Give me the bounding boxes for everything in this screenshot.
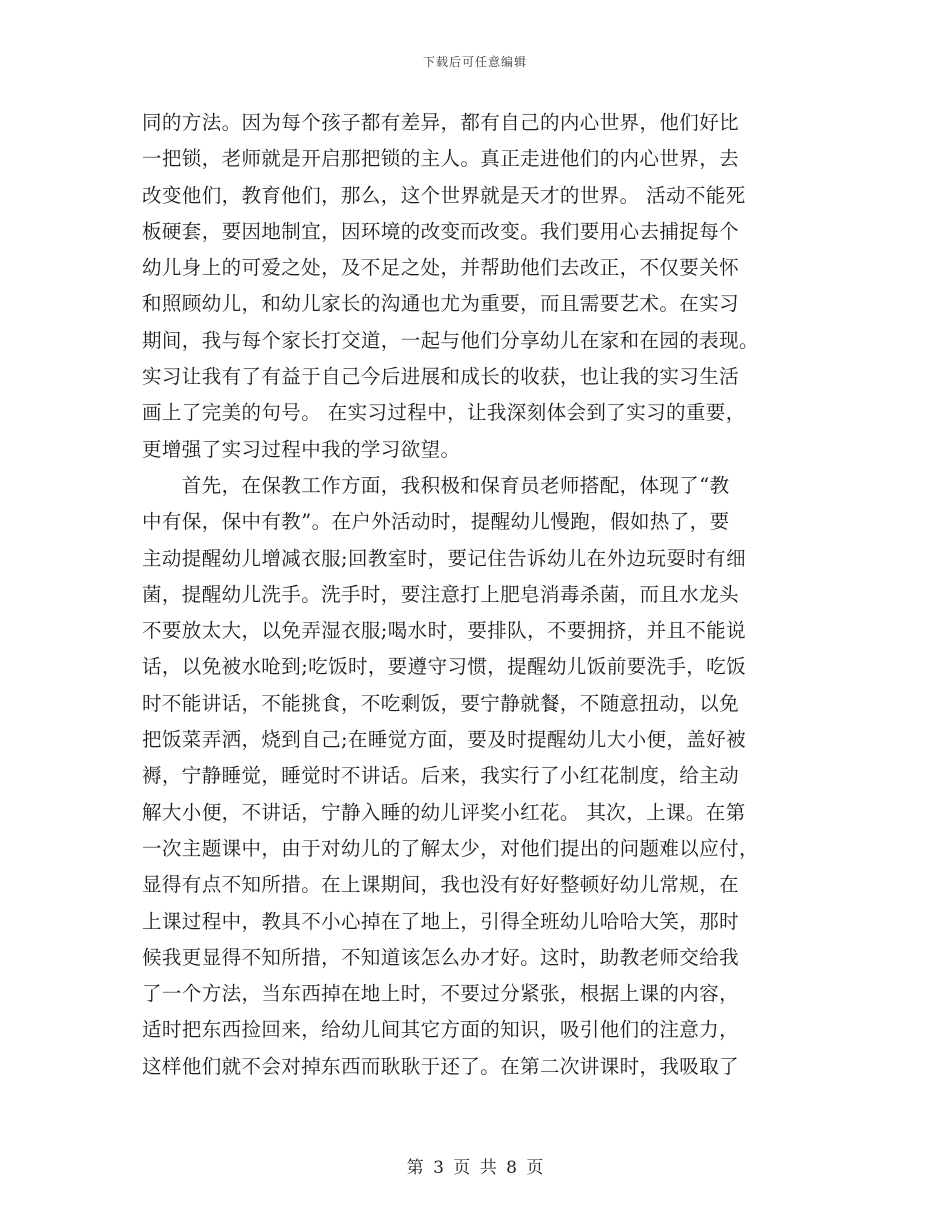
- text-line: 首先，在保教工作方面，我积极和保育员老师搭配，体现了“教: [142, 473, 730, 497]
- text-line: 褥，宁静睡觉，睡觉时不讲话。后来，我实行了小红花制度，给主动: [142, 764, 740, 788]
- text-line: 实习让我有了有益于自己今后进展和成长的收获，也让我的实习生活: [142, 365, 740, 389]
- text-line: 话，以免被水呛到;吃饭时，要遵守习惯，提醒幼儿饭前要洗手，吃饭: [142, 655, 746, 679]
- text-line: 主动提醒幼儿增减衣服;回教室时，要记住告诉幼儿在外边玩耍时有细: [142, 546, 746, 570]
- text-line: 时不能讲话，不能挑食，不吃剩饭，要宁静就餐，不随意扭动，以免: [142, 691, 740, 715]
- text-line: 一把锁，老师就是开启那把锁的主人。真正走进他们的内心世界，去: [142, 147, 740, 171]
- page-header: 下载后可任意编辑: [422, 55, 527, 69]
- text-line: 改变他们，教育他们，那么，这个世界就是天才的世界。 活动不能死: [142, 183, 746, 207]
- text-line: 候我更显得不知所措，不知道该怎么办才好。这时，助教老师交给我: [142, 945, 740, 969]
- page-number: 第 3 页 共 8 页: [406, 1158, 544, 1178]
- text-line: 上课过程中，教具不小心掉在了地上，引得全班幼儿哈哈大笑，那时: [142, 909, 740, 933]
- document-body: [142, 105, 807, 1085]
- text-line: 画上了完美的句号。 在实习过程中，让我深刻体会到了实习的重要，: [142, 401, 746, 425]
- paragraph-1: [142, 105, 807, 468]
- text-line: 同的方法。因为每个孩子都有差异，都有自己的内心世界，他们好比: [142, 111, 740, 134]
- text-line: 更增强了实习过程中我的学习欲望。: [142, 437, 461, 461]
- text-line: 适时把东西捡回来，给幼儿间其它方面的知识，吸引他们的注意力，: [142, 1018, 740, 1042]
- text-line: 幼儿身上的可爱之处，及不足之处，并帮助他们去改正，不仅要关怀: [142, 256, 740, 280]
- text-line: 菌，提醒幼儿洗手。洗手时，要注意打上肥皂消毒杀菌，而且水龙头: [142, 582, 740, 606]
- paragraph-2: [142, 468, 807, 1085]
- text-line: 解大小便，不讲话，宁静入睡的幼儿评奖小红花。 其次，上课。在第: [142, 800, 746, 824]
- text-line: 和照顾幼儿，和幼儿家长的沟通也尤为重要，而且需要艺术。在实习: [142, 292, 740, 316]
- text-line: 不要放太大，以免弄湿衣服;喝水时，要排队，不要拥挤，并且不能说: [142, 619, 746, 643]
- text-line: 一次主题课中，由于对幼儿的了解太少，对他们提出的问题难以应付，: [142, 836, 759, 860]
- text-line: 这样他们就不会对掉东西而耿耿于还了。在第二次讲课时，我吸取了: [142, 1054, 740, 1078]
- text-line: 期间，我与每个家长打交道，一起与他们分享幼儿在家和在园的表现。: [142, 328, 759, 352]
- text-line: 了一个方法，当东西掉在地上时，不要过分紧张，根据上课的内容，: [142, 982, 740, 1006]
- text-line: 把饭菜弄洒，烧到自己;在睡觉方面，要及时提醒幼儿大小便，盖好被: [142, 728, 746, 752]
- text-line: 中有保，保中有教”。在户外活动时，提醒幼儿慢跑，假如热了，要: [142, 510, 730, 534]
- text-line: 显得有点不知所措。在上课期间，我也没有好好整顿好幼儿常规，在: [142, 873, 740, 897]
- text-line: 板硬套，要因地制宜，因环境的改变而改变。我们要用心去捕捉每个: [142, 219, 740, 243]
